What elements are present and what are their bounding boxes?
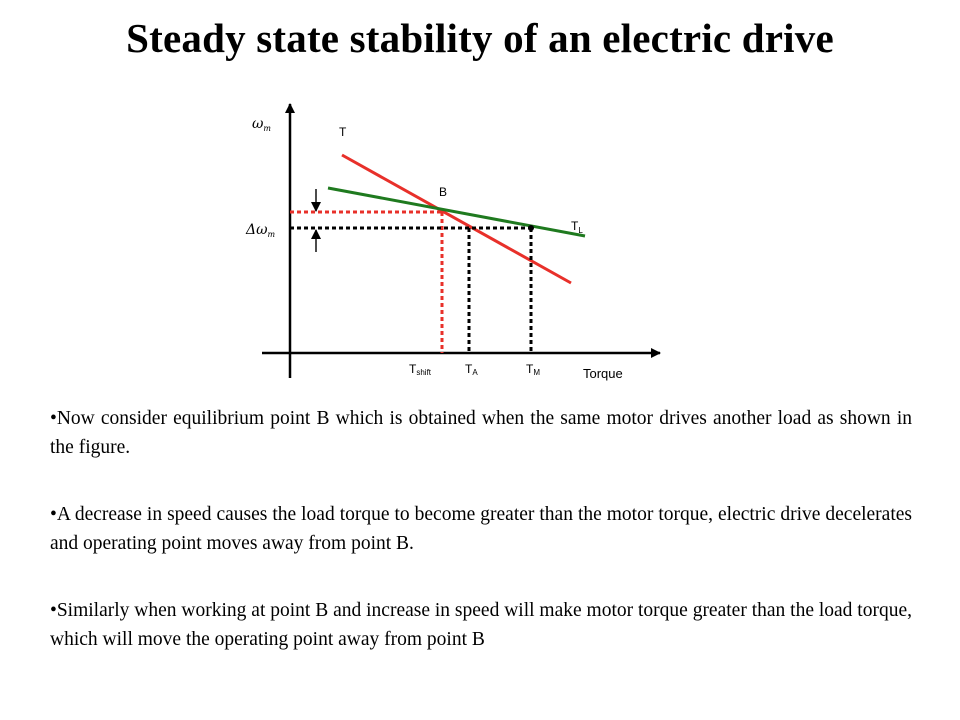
x-axis-label: Torque — [583, 366, 623, 381]
bullet-list — [50, 404, 912, 654]
bullet-item: •Similarly when working at point B and increase in speed will make motor torque greater than the load torque, which will move the operating point away from point B — [50, 600, 912, 650]
motor-curve-label: T — [339, 125, 347, 139]
point-b-label: B — [439, 185, 448, 199]
y-axis-label: $\omega_m$ — [252, 116, 272, 133]
tick-a-label: TA — [465, 362, 478, 377]
tick-shift-label: Tshift — [409, 362, 432, 377]
bullet-item: •A decrease in speed causes the load torque to become greater than the motor torque, electric drive decelerates and operating point moves away from point B. — [50, 504, 912, 554]
load-curve-label: $T_L$ — [571, 219, 583, 235]
point-tm-marker — [528, 225, 534, 231]
bullet-item: •Now consider equilibrium point B which is obtained when the same motor drives another load as shown in the figure. — [50, 408, 912, 458]
slide-title: Steady state stability of an electric drive — [126, 15, 834, 61]
tick-m-label: TM — [526, 362, 541, 377]
load-torque-curve — [328, 188, 585, 236]
delta-omega-label: $\Delta\omega_m$ — [246, 222, 276, 239]
motor-torque-curve — [342, 155, 571, 283]
